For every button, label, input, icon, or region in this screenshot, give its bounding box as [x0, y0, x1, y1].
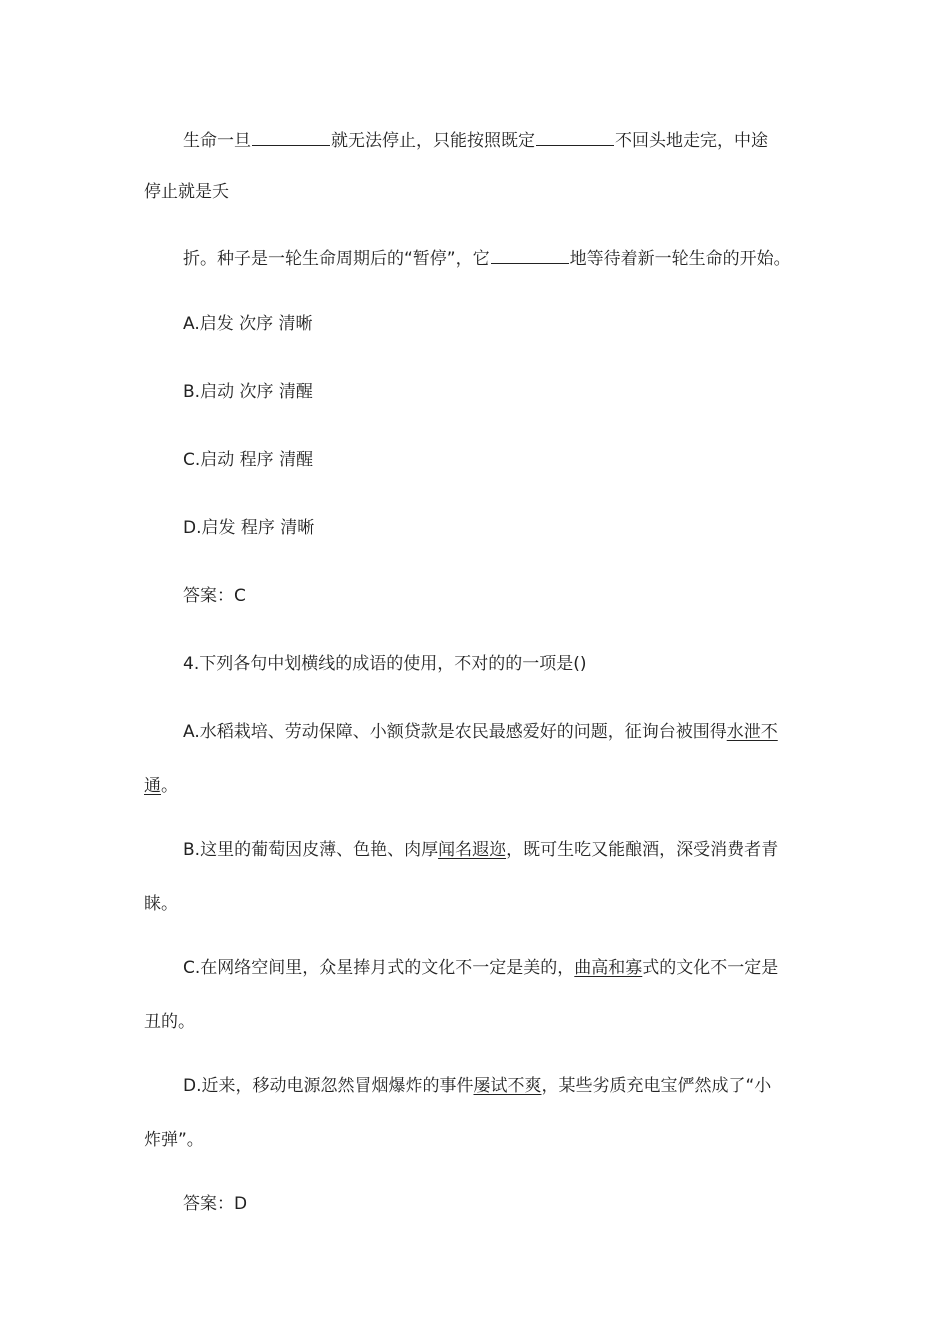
q3-answer: 答案：C: [183, 586, 246, 606]
fill-blank-1: [252, 127, 330, 146]
underlined-idiom: 屡试不爽: [473, 1076, 542, 1096]
q4-option-a-line-1: [183, 721, 778, 743]
q3-stem-line-3: [183, 245, 791, 270]
q4-option-a-line-2: [144, 775, 178, 797]
underlined-idiom: 曲高和寡: [574, 958, 643, 978]
q4-option-d-text: D.近来，移动电源忽然冒烟爆炸的事件: [183, 1076, 474, 1096]
fill-blank-2: [536, 127, 614, 146]
q4-option-a-text: 。: [161, 776, 178, 796]
q3-stem-text: 生命一旦: [183, 131, 251, 151]
q3-stem-text: 就无法停止，只能按照既定: [331, 131, 535, 151]
underlined-idiom: 水泄不: [726, 722, 778, 742]
q4-answer: 答案：D: [183, 1194, 248, 1214]
q3-stem-line-1: [183, 127, 768, 152]
q3-option-d: D.启发 程序 清晰: [183, 518, 315, 538]
underlined-idiom: 通: [144, 776, 161, 796]
q3-option-b: B.启动 次序 清醒: [183, 382, 313, 402]
q4-option-c-text: 式的文化不一定是: [642, 958, 779, 978]
q4-option-c-text: C.在网络空间里，众星捧月式的文化不一定是美的，: [183, 958, 575, 978]
q4-option-b-text: B.这里的葡萄因皮薄、色艳、肉厚: [183, 840, 439, 860]
q3-option-c: C.启动 程序 清醒: [183, 450, 314, 470]
fill-blank-3: [491, 245, 569, 264]
q3-stem-text: 地等待着新一轮生命的开始。: [569, 249, 791, 269]
q4-option-d-line-2: 炸弹”。: [144, 1130, 204, 1150]
q3-option-a: A.启发 次序 清晰: [183, 314, 313, 334]
q4-option-c-line-1: [183, 957, 778, 979]
q4-option-b-line-2: 睐。: [144, 894, 178, 914]
q3-stem-line-2: [144, 181, 229, 203]
q4-option-b-text: ，既可生吃又能酿酒，深受消费者青: [506, 840, 779, 860]
q4-option-d-text: ，某些劣质充电宝俨然成了“小: [541, 1076, 772, 1096]
q3-stem-text: 不回头地走完，中途: [615, 131, 768, 151]
q4-option-c-line-2: 丑的。: [144, 1012, 195, 1032]
q4-option-d-line-1: [183, 1075, 771, 1097]
q3-stem-text: 折。种子是一轮生命周期后的“暂停”，它: [183, 249, 490, 269]
q3-stem-text: 停止就是夭: [144, 182, 229, 202]
underlined-idiom: 闻名遐迩: [438, 840, 507, 860]
q4-option-b-line-1: [183, 839, 778, 861]
q4-option-a-text: A.水稻栽培、劳动保障、小额贷款是农民最感爱好的问题，征询台被围得: [183, 722, 727, 742]
q4-title: 4.下列各句中划横线的成语的使用，不对的的一项是(): [183, 654, 587, 674]
